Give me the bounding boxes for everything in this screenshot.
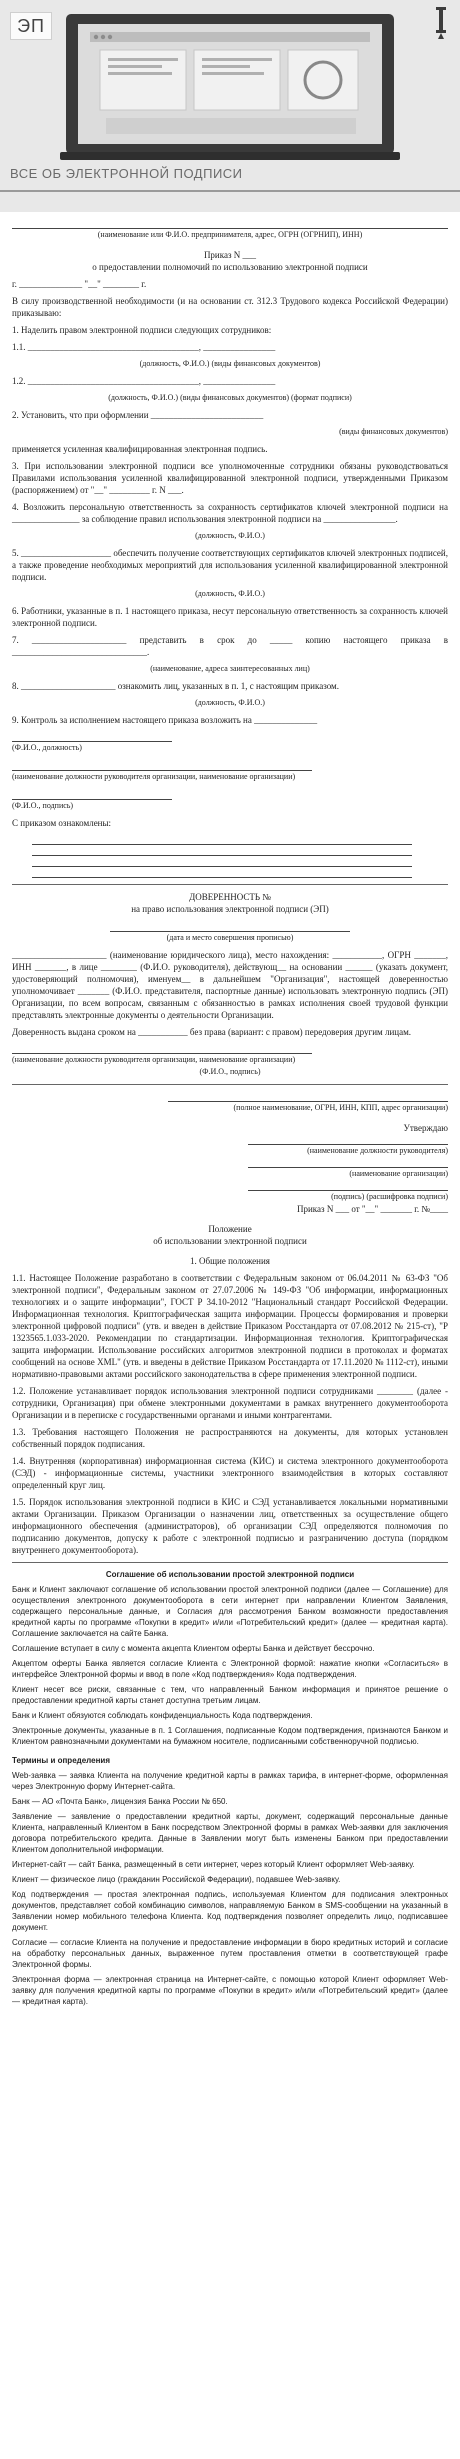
poa-date-line	[110, 921, 350, 932]
hint-fio-3: (должность, Ф.И.О.)	[195, 698, 265, 707]
reg-head-line	[248, 1134, 448, 1145]
hero-banner	[0, 0, 460, 212]
hint-fio-2: (должность, Ф.И.О.)	[195, 589, 265, 598]
order-subtitle: о предоставлении полномочий по использованию электронной подписи	[92, 262, 368, 272]
poa-subtitle: на право использования электронной подписи (ЭП)	[131, 904, 329, 914]
agreement-clause-1: Банк и Клиент заключают соглашение об использовании простой электронной подписи (далее — Соглашение) для осуществления электронного документооборота в сети интернет при направлении Клиентом Заявления, содержащего персональные данные, и Согласия для рассмотрения Банком возможности предоставления кредитной карты по программе «Покупки в кредит» и/или «Потребительский кредит» (далее — кредитная карта). Соглашение заключается на сайте Банка.	[12, 1585, 448, 1638]
divider	[12, 1562, 448, 1563]
poa-sign-hint: (наименование должности руководителя организации, наименование организации)	[12, 1055, 296, 1064]
poa-date-hint: (дата и место совершения прописью)	[166, 933, 294, 942]
reg-approved: Утверждаю	[403, 1123, 448, 1133]
agreement-section	[12, 1569, 448, 2007]
reg-org-name-line	[248, 1157, 448, 1168]
sign-line-2	[12, 760, 312, 771]
order-item-2: 2. Установить, что при оформлении _________________________	[12, 410, 264, 420]
hint-position-2: (должность, Ф.И.О.) (виды финансовых документов) (формат подписи)	[108, 393, 352, 402]
hint-interested: (наименование, адреса заинтересованных лиц)	[150, 664, 310, 673]
reg-p1-1: 1.1. Настоящее Положение разработано в соответствии с Федеральным законом от 06.04.2011 № 63-ФЗ "Об электронной подписи", Федеральным законом от 27.07.2006 № 149-ФЗ "Об информации, информационных технологиях и о защите информации", ГОСТ Р 34.10-2012 "Национальный стандарт Российской Федерации. Информационная технология. Криптографическая защита информации. Процессы формирования и проверки электронной цифровой подписи" (утв. и введен в действие Приказом Росстандарта от 07.08.2012 № 215-ст), "Р 1323565.1.033-2020. Рекомендации по стандартизации. Информационная технология. Криптографическая защита информации. Использование российских алгоритмов электронной подписи в протоколах и форматах сообщений на основе XML" (утв. и введены в действие Приказом Росстандарта от 17.11.2020 № 1112-ст), иными нормативно-правовыми актами российского законодательства в сфере применения электронной подписи.	[12, 1273, 448, 1379]
reg-org-name-hint: (наименование организации)	[349, 1169, 448, 1178]
hint-position: (должность, Ф.И.О.) (виды финансовых документов)	[139, 359, 321, 368]
divider	[12, 1084, 448, 1085]
entrepreneur-hint: (наименование или Ф.И.О. предпринимателя, адрес, ОГРН (ОГРНИП), ИНН)	[97, 230, 363, 239]
order-item-9: 9. Контроль за исполнением настоящего приказа возложить на ______________	[12, 715, 318, 725]
sign-hint-2: (наименование должности руководителя организации, наименование организации)	[12, 772, 296, 781]
order-city-date: г. ______________ "__" ________ г.	[12, 279, 147, 289]
order-item-5: 5. ____________________ обеспечить получение соответствующих сертификатов ключей электронных подписей, а также проведение необходимых мероприятий для использования усиленной квалифицированной электронной подписи.	[12, 548, 448, 582]
order-item-2-tail: применяется усиленная квалифицированная электронная подпись.	[12, 444, 268, 454]
marker-icon	[432, 6, 450, 40]
divider	[12, 884, 448, 885]
term-5: Клиент — физическое лицо (гражданин Российской Федерации), подавшее Web-заявку.	[12, 1875, 341, 1884]
agreement-clause-2: Соглашение вступает в силу с момента акцепта Клиентом оферты Банка и действует бессрочно.	[12, 1644, 375, 1653]
term-6: Код подтверждения — простая электронная подпись, используемая Клиентом для подписания электронных документов, представляет собой комбинацию символов, направляемую Банком в SMS-сообщении на указанный в Заявлении номер мобильного телефона Клиента. Код подтверждения позволяет определить лицо, подписавшее документ.	[12, 1890, 448, 1932]
poa-body: _____________________ (наименование юридического лица), место нахождения: ___________, ОГРН _______, ИНН _______, в лице ________ (Ф.И.О. руководителя), действующ__ на основании ______ (указать документ, удостоверяющий полномочия), именуем__ в дальнейшем "Организация", настоящей доверенностью уполномочивает _______ (Ф.И.О. представителя, паспортные данные) использовать электронную подпись (ЭП) Организации, по всем вопросам, связанным с обязанностью в рамках исполнения своей трудовой функции представлять электронные документы о деятельности Организации.	[12, 950, 448, 1020]
order-intro: В силу производственной необходимости (и на основании ст. 312.3 Трудового кодекса Российской Федерации) приказываю:	[12, 296, 448, 318]
sign-line-3	[12, 789, 172, 800]
order-item-1-1: 1.1. ______________________________________, ________________	[12, 342, 276, 352]
agreement-clause-6: Электронные документы, указанные в п. 1 Соглашения, подписанные Кодом подтверждения, признаются Банком и Клиентом равнозначными документами на бумажном носителе, подписанными собственноручной подписью.	[12, 1726, 448, 1746]
order-item-4: 4. Возложить персональную ответственность за сохранность сертификатов ключей электронной подписи на _______________ за соблюдение правил использования электронной подписи на ________________.	[12, 502, 448, 524]
order-item-1-2: 1.2. ______________________________________, ________________	[12, 376, 276, 386]
reg-p1-5: 1.5. Порядок использования электронной подписи в КИС и СЭД устанавливается локальными нормативными актами Организации. Приказом Организации о назначении лиц, ответственных за осуществление общего информационного обеспечения (администраторов), об организации СЭД определяются полномочия по подписанию документов, допуску к работе с электронной подписью и разграничению доступа (порядком внутреннего документооборота).	[12, 1497, 448, 1555]
terms-heading: Термины и определения	[12, 1756, 111, 1765]
acq-line-1	[32, 834, 412, 845]
poa-title: ДОВЕРЕННОСТЬ №	[189, 892, 271, 902]
acq-line-4	[32, 867, 412, 878]
sign-hint-3: (Ф.И.О., подпись)	[12, 801, 74, 810]
term-7: Согласие — согласие Клиента на получение и предоставление информации в бюро кредитных историй и согласие на обработку персональных данных, выраженное путем проставления отметки в соответствующей графе Электронной формы.	[12, 1938, 448, 1969]
reg-p1-3: 1.3. Требования настоящего Положения не распространяются на документы, для которых установлен собственный порядок подписания.	[12, 1427, 448, 1449]
section-label: ВСЕ ОБ ЭЛЕКТРОННОЙ ПОДПИСИ	[10, 166, 243, 181]
order-item-6: 6. Работники, указанные в п. 1 настоящего приказа, несут персональную ответственность за сохранность ключей электронной подписи.	[12, 606, 448, 628]
reg-section-1: 1. Общие положения	[190, 1256, 270, 1266]
hint-fio: (должность, Ф.И.О.)	[195, 531, 265, 540]
order-item-8: 8. _____________________ ознакомить лиц, указанных в п. 1, с настоящим приказом.	[12, 681, 339, 691]
agreement-title: Соглашение об использовании простой электронной подписи	[105, 1570, 355, 1579]
monitor-illustration-icon	[52, 10, 408, 162]
entrepreneur-line	[12, 218, 448, 229]
acq-line-3	[32, 856, 412, 867]
sign-line-1	[12, 731, 172, 742]
term-8: Электронная форма — электронная страница на Интернет-сайте, с помощью которой Клиент оформляет Web-заявку для получения кредитной карты по программе «Покупки в кредит» и/или «Потребительский кредит» (далее — кредитная карта).	[12, 1975, 448, 2006]
term-4: Интернет-сайт — сайт Банка, размещенный в сети интернет, через который Клиент оформляет Web-заявку.	[12, 1860, 415, 1869]
document-body	[0, 212, 460, 2007]
term-3: Заявление — заявление о предоставлении кредитной карты, документ, содержащий персональные данные Клиента, направленный Клиентом в Банк посредством Электронной формы в рамках Web-заявки для заключения договора потребительского кредита. Данные в Заявлении могут быть изменены Банком при предоставлении Клиентом дополнительной информации.	[12, 1812, 448, 1854]
agreement-clause-5: Банк и Клиент обязуются соблюдать конфиденциальность Кода подтверждения.	[12, 1711, 313, 1720]
order-item-3: 3. При использовании электронной подписи все уполномоченные сотрудники обязаны руководствоваться Правилами использования усиленной квалифицированной электронной подписи, утвержденными Приказом (распоряжением) от "__" _________ г. N ___.	[12, 461, 448, 495]
reg-head-hint: (наименование должности руководителя)	[307, 1146, 448, 1155]
poa-validity: Доверенность выдана сроком на ___________ без права (вариант: с правом) передоверия другим лицам.	[12, 1027, 412, 1037]
reg-subtitle: об использовании электронной подписи	[153, 1236, 307, 1246]
reg-org-line	[168, 1091, 448, 1102]
term-2: Банк — АО «Почта Банк», лицензия Банка России № 650.	[12, 1797, 228, 1806]
acq-line-2	[32, 845, 412, 856]
order-item-1: 1. Наделить правом электронной подписи следующих сотрудников:	[12, 325, 272, 335]
acquainted-label: С приказом ознакомлены:	[12, 818, 112, 828]
reg-sign-hint: (подпись) (расшифровка подписи)	[331, 1192, 448, 1201]
hero-divider	[0, 190, 460, 192]
ep-logo: ЭП	[10, 12, 52, 40]
sign-hint-1: (Ф.И.О., должность)	[12, 743, 82, 752]
reg-org-hint: (полное наименование, ОГРН, ИНН, КПП, адрес организации)	[233, 1103, 448, 1112]
reg-p1-4: 1.4. Внутренняя (корпоративная) информационная система (КИС) и система электронного документооборота (СЭД) - информационные системы, участники электронного взаимодействия в которых составляют определенный круг лиц.	[12, 1456, 448, 1490]
term-1: Web-заявка — заявка Клиента на получение кредитной карты в рамках тарифа, в интернет-форме, оформленная через Электронную форму Интернет-сайта.	[12, 1771, 448, 1791]
reg-p1-2: 1.2. Положение устанавливает порядок использования электронной подписи сотрудниками ________ (далее - сотрудники, Организация) при обмене электронными документами в рамках внутреннего документооборота Организации и в переписке с государственными органами и иными контрагентами.	[12, 1386, 448, 1420]
reg-order-ref: Приказ N ___ от "__" _______ г. №____	[296, 1204, 448, 1214]
agreement-clause-4: Клиент несет все риски, связанные с тем, что направленный Банком информация и принятое решение о предоставлении кредитной карты станет доступна третьим лицам.	[12, 1685, 448, 1705]
reg-title: Положение	[208, 1224, 252, 1234]
poa-sign-fio: (Ф.И.О., подпись)	[199, 1067, 261, 1076]
order-title: Приказ N ___	[203, 250, 257, 260]
order-item-7: 7. _____________________ представить в срок до _____ копию настоящего приказа в ______________________________.	[12, 635, 448, 657]
reg-sign-line	[248, 1180, 448, 1191]
agreement-clause-3: Акцептом оферты Банка является согласие Клиента с Электронной формой: нажатие кнопки «Согласиться» в интерфейсе Электронной формы и ввод в поле «Код подтверждения» Кода подтверждения.	[12, 1659, 448, 1679]
hint-docs: (виды финансовых документов)	[339, 427, 448, 436]
poa-sign-line	[12, 1043, 312, 1054]
